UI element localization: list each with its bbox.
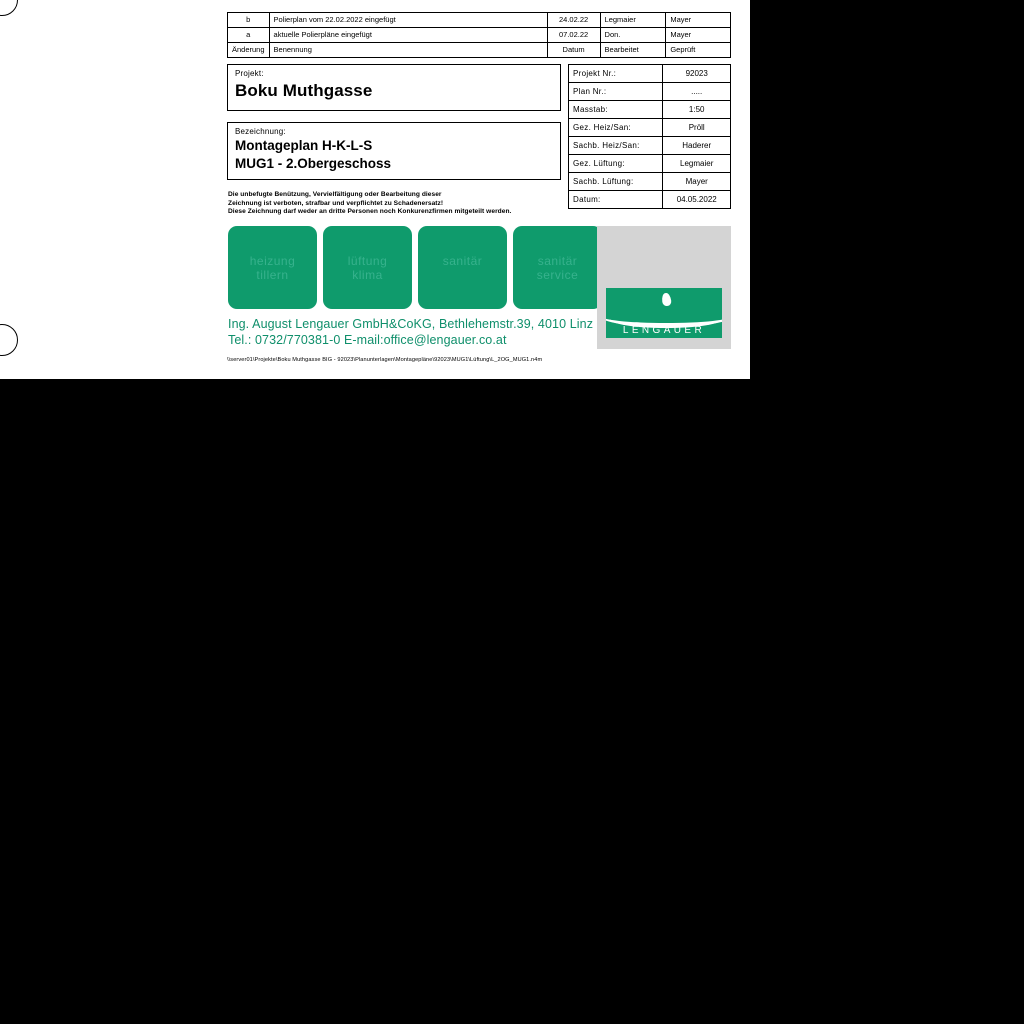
project-block	[227, 64, 561, 111]
service-badge-sanitaer-service	[513, 226, 602, 309]
info-value: Legmaier	[663, 155, 731, 173]
revision-checked-by: Mayer	[666, 13, 731, 28]
revision-edited-by: Legmaier	[600, 13, 666, 28]
designation-line-2: MUG1 - 2.Obergeschoss	[235, 156, 392, 171]
info-key: Sachb. Heiz/San:	[569, 137, 663, 155]
disclaimer-line-1: Die unbefugte Benützung, Vervielfältigung oder Bearbeitung dieser	[228, 191, 442, 198]
revision-index: b	[228, 13, 270, 28]
service-badge-sanitaer	[418, 226, 507, 309]
designation-label: Bezeichnung:	[235, 127, 286, 136]
info-value: .....	[663, 83, 731, 101]
table-header-row	[228, 43, 731, 58]
company-contact	[228, 316, 593, 348]
badge-line-2: tillern	[256, 268, 289, 282]
info-key: Projekt Nr.:	[569, 65, 663, 83]
table-row	[569, 101, 731, 119]
info-value: Haderer	[663, 137, 731, 155]
frame-arc-top-icon	[0, 0, 18, 16]
company-logo	[606, 288, 722, 338]
column-header-description: Benennung	[269, 43, 547, 58]
info-key: Sachb. Lüftung:	[569, 173, 663, 191]
revision-table	[227, 12, 731, 58]
revision-date: 07.02.22	[547, 28, 600, 43]
info-key: Datum:	[569, 191, 663, 209]
info-key: Gez. Heiz/San:	[569, 119, 663, 137]
table-row	[569, 83, 731, 101]
revision-date: 24.02.22	[547, 13, 600, 28]
revision-checked-by: Mayer	[666, 28, 731, 43]
designation-block	[227, 122, 561, 180]
table-row	[569, 155, 731, 173]
info-value: 92023	[663, 65, 731, 83]
table-row	[228, 13, 731, 28]
company-phone-email-line: Tel.: 0732/770381-0 E-mail:office@lengauer.co.at	[228, 333, 507, 347]
project-title: Boku Muthgasse	[235, 81, 373, 100]
frame-arc-middle-icon	[0, 324, 18, 356]
info-value: 04.05.2022	[663, 191, 731, 209]
service-badge-lueftung	[323, 226, 412, 309]
revision-description: aktuelle Polierpläne eingefügt	[269, 28, 547, 43]
disclaimer-line-2: Zeichnung ist verboten, strafbar und verpflichtet zu Schadenersatz!	[228, 199, 444, 207]
column-header-date: Datum	[547, 43, 600, 58]
company-logo-panel	[597, 226, 731, 349]
file-path-footer: \\server01\Projekte\Boku Muthgasse BIG - 92023\Planunterlagen\Montagepläne\92023\MUG1\Lüftung\L_2OG_MUG1.n4m	[227, 357, 543, 363]
table-row	[569, 65, 731, 83]
column-header-checked-by: Geprüft	[666, 43, 731, 58]
info-value: Mayer	[663, 173, 731, 191]
project-info-table	[568, 64, 731, 209]
table-row	[569, 173, 731, 191]
logo-wordmark: LENGAUER	[622, 325, 706, 336]
info-key: Masstab:	[569, 101, 663, 119]
disclaimer-line-3: Diese Zeichnung darf weder an dritte Personen noch Konkurenzfirmen mitgeteilt werden.	[228, 208, 512, 216]
info-value: Pröll	[663, 119, 731, 137]
badge-line-2: service	[536, 268, 579, 282]
table-row	[228, 28, 731, 43]
column-header-index: Änderung	[228, 43, 270, 58]
table-row	[569, 137, 731, 155]
revision-edited-by: Don.	[600, 28, 666, 43]
designation-line-1: Montageplan H-K-L-S	[235, 138, 373, 153]
info-value: 1:50	[663, 101, 731, 119]
table-row	[569, 119, 731, 137]
badge-line-2: klima	[352, 268, 383, 282]
badge-line-1: sanitär	[442, 254, 483, 268]
table-row	[569, 191, 731, 209]
badge-line-1: sanitär	[537, 254, 578, 268]
legal-disclaimer	[228, 191, 578, 217]
service-badge-row	[228, 226, 602, 309]
project-label: Projekt:	[235, 69, 264, 78]
badge-line-1: heizung	[249, 254, 296, 268]
badge-line-1: lüftung	[347, 254, 388, 268]
info-key: Plan Nr.:	[569, 83, 663, 101]
service-badge-heizung	[228, 226, 317, 309]
company-address-line: Ing. August Lengauer GmbH&CoKG, Bethlehemstr.39, 4010 Linz	[228, 317, 594, 331]
revision-description: Polierplan vom 22.02.2022 eingefügt	[269, 13, 547, 28]
column-header-edited-by: Bearbeitet	[600, 43, 666, 58]
info-key: Gez. Lüftung:	[569, 155, 663, 173]
revision-index: a	[228, 28, 270, 43]
drawing-sheet	[0, 0, 752, 382]
